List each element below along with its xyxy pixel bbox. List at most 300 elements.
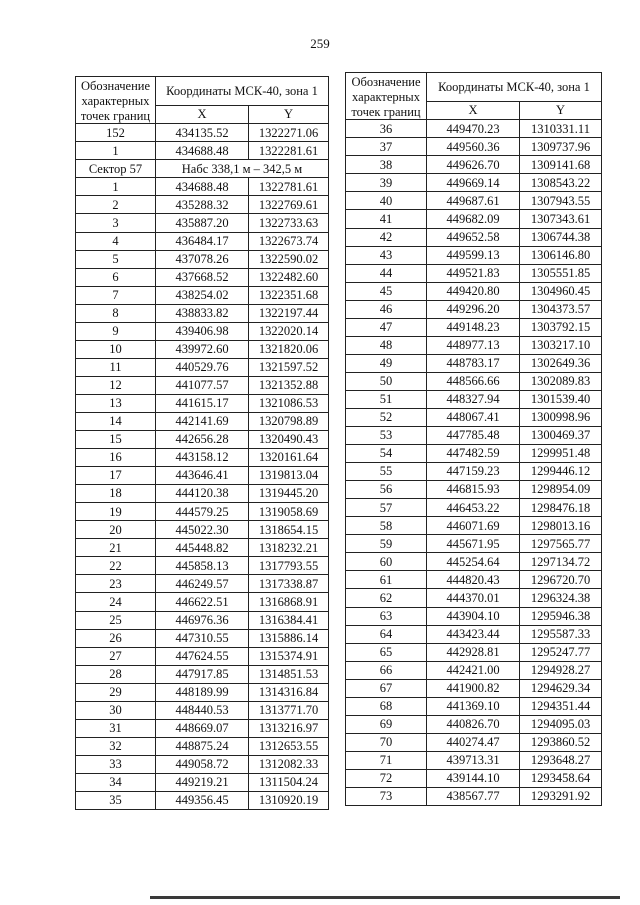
x-coordinate: 448977.13 (427, 336, 520, 354)
point-number: 29 (76, 683, 156, 701)
point-number: 17 (76, 467, 156, 485)
point-number: 44 (346, 264, 427, 282)
point-number: 57 (346, 499, 427, 517)
point-number: 7 (76, 286, 156, 304)
point-number: 65 (346, 643, 427, 661)
y-coordinate: 1303217.10 (520, 336, 602, 354)
table-row (76, 178, 329, 196)
y-coordinate: 1322673.74 (249, 232, 329, 250)
table-row (346, 697, 602, 715)
table-row (76, 196, 329, 214)
y-coordinate: 1298476.18 (520, 499, 602, 517)
point-number: 59 (346, 535, 427, 553)
table-row (76, 286, 329, 304)
table-row (346, 571, 602, 589)
y-coordinate: 1321086.53 (249, 394, 329, 412)
x-coordinate: 447785.48 (427, 427, 520, 445)
y-coordinate: 1322197.44 (249, 304, 329, 322)
point-number: 34 (76, 773, 156, 791)
table-row (76, 557, 329, 575)
y-coordinate: 1307943.55 (520, 192, 602, 210)
point-number: 152 (76, 124, 156, 142)
x-coordinate: 449420.80 (427, 282, 520, 300)
header-designation: Обозначение характерных точек границ (346, 73, 427, 120)
y-coordinate: 1322733.63 (249, 214, 329, 232)
point-number: 33 (76, 755, 156, 773)
x-coordinate: 434688.48 (156, 142, 249, 160)
y-coordinate: 1322351.68 (249, 286, 329, 304)
y-coordinate: 1303792.15 (520, 318, 602, 336)
x-coordinate: 446249.57 (156, 575, 249, 593)
point-number: 5 (76, 250, 156, 268)
y-coordinate: 1299446.12 (520, 463, 602, 481)
y-coordinate: 1316868.91 (249, 593, 329, 611)
y-coordinate: 1319813.04 (249, 467, 329, 485)
point-number: 67 (346, 679, 427, 697)
point-number: 8 (76, 304, 156, 322)
y-coordinate: 1294928.27 (520, 661, 602, 679)
y-coordinate: 1322781.61 (249, 178, 329, 196)
table-row (346, 643, 602, 661)
x-coordinate: 447310.55 (156, 629, 249, 647)
point-number: 1 (76, 142, 156, 160)
y-coordinate: 1294351.44 (520, 697, 602, 715)
x-coordinate: 447917.85 (156, 665, 249, 683)
point-number: 71 (346, 751, 427, 769)
x-coordinate: 435288.32 (156, 196, 249, 214)
table-row (346, 661, 602, 679)
table-row (76, 467, 329, 485)
table-row (76, 485, 329, 503)
table-row (346, 409, 602, 427)
table-row (76, 719, 329, 737)
header-y: Y (249, 106, 329, 124)
point-number: 36 (346, 120, 427, 138)
point-number: 24 (76, 593, 156, 611)
x-coordinate: 442656.28 (156, 431, 249, 449)
x-coordinate: 442141.69 (156, 413, 249, 431)
point-number: 18 (76, 485, 156, 503)
y-coordinate: 1295587.33 (520, 625, 602, 643)
point-number: 48 (346, 336, 427, 354)
y-coordinate: 1322020.14 (249, 322, 329, 340)
header-coordinate-system: Координаты МСК-40, зона 1 (427, 73, 602, 102)
point-number: 64 (346, 625, 427, 643)
point-number: 14 (76, 413, 156, 431)
y-coordinate: 1312082.33 (249, 755, 329, 773)
y-coordinate: 1307343.61 (520, 210, 602, 228)
table-row (76, 304, 329, 322)
y-coordinate: 1293291.92 (520, 787, 602, 805)
table-row (346, 751, 602, 769)
table-row (346, 300, 602, 318)
table-row (346, 481, 602, 499)
y-coordinate: 1310331.11 (520, 120, 602, 138)
table-row (346, 715, 602, 733)
y-coordinate: 1316384.41 (249, 611, 329, 629)
y-coordinate: 1320490.43 (249, 431, 329, 449)
x-coordinate: 439972.60 (156, 340, 249, 358)
x-coordinate: 440274.47 (427, 733, 520, 751)
y-coordinate: 1306744.38 (520, 228, 602, 246)
point-number: 55 (346, 463, 427, 481)
table-row (346, 228, 602, 246)
y-coordinate: 1302089.83 (520, 372, 602, 390)
x-coordinate: 441077.57 (156, 376, 249, 394)
table-row (346, 156, 602, 174)
table-row (346, 318, 602, 336)
table-row (76, 647, 329, 665)
point-number: 40 (346, 192, 427, 210)
point-number: 4 (76, 232, 156, 250)
y-coordinate: 1321352.88 (249, 376, 329, 394)
table-row (346, 733, 602, 751)
sector-label: Сектор 57 (76, 160, 156, 178)
x-coordinate: 445448.82 (156, 539, 249, 557)
x-coordinate: 437078.26 (156, 250, 249, 268)
x-coordinate: 443646.41 (156, 467, 249, 485)
x-coordinate: 437668.52 (156, 268, 249, 286)
point-number: 11 (76, 358, 156, 376)
y-coordinate: 1306146.80 (520, 246, 602, 264)
y-coordinate: 1294095.03 (520, 715, 602, 733)
point-number: 35 (76, 791, 156, 809)
table-row (346, 625, 602, 643)
x-coordinate: 448327.94 (427, 390, 520, 408)
table-row (346, 499, 602, 517)
table-header-row (346, 73, 602, 102)
x-coordinate: 449626.70 (427, 156, 520, 174)
y-coordinate: 1293458.64 (520, 769, 602, 787)
point-number: 2 (76, 196, 156, 214)
point-number: 13 (76, 394, 156, 412)
x-coordinate: 439713.31 (427, 751, 520, 769)
point-number: 37 (346, 138, 427, 156)
y-coordinate: 1299951.48 (520, 445, 602, 463)
table-row (76, 593, 329, 611)
sector-row (76, 160, 329, 178)
y-coordinate: 1322769.61 (249, 196, 329, 214)
header-x: X (427, 102, 520, 120)
sector-note: Набс 338,1 м – 342,5 м (156, 160, 329, 178)
point-number: 56 (346, 481, 427, 499)
point-number: 41 (346, 210, 427, 228)
x-coordinate: 449470.23 (427, 120, 520, 138)
table-row (346, 607, 602, 625)
table-row (346, 336, 602, 354)
x-coordinate: 449669.14 (427, 174, 520, 192)
point-number: 27 (76, 647, 156, 665)
point-number: 32 (76, 737, 156, 755)
y-coordinate: 1301539.40 (520, 390, 602, 408)
point-number: 68 (346, 697, 427, 715)
table-row (346, 390, 602, 408)
x-coordinate: 446815.93 (427, 481, 520, 499)
table-row (76, 358, 329, 376)
point-number: 73 (346, 787, 427, 805)
y-coordinate: 1300469.37 (520, 427, 602, 445)
table-row (346, 445, 602, 463)
x-coordinate: 434688.48 (156, 178, 249, 196)
x-coordinate: 448189.99 (156, 683, 249, 701)
table-row (346, 535, 602, 553)
point-number: 6 (76, 268, 156, 286)
y-coordinate: 1308543.22 (520, 174, 602, 192)
table-row (346, 679, 602, 697)
x-coordinate: 438833.82 (156, 304, 249, 322)
point-number: 66 (346, 661, 427, 679)
point-number: 62 (346, 589, 427, 607)
y-coordinate: 1317793.55 (249, 557, 329, 575)
y-coordinate: 1300998.96 (520, 409, 602, 427)
point-number: 23 (76, 575, 156, 593)
x-coordinate: 445671.95 (427, 535, 520, 553)
x-coordinate: 448783.17 (427, 354, 520, 372)
x-coordinate: 443158.12 (156, 449, 249, 467)
x-coordinate: 449058.72 (156, 755, 249, 773)
table-row (346, 138, 602, 156)
table-row (346, 769, 602, 787)
x-coordinate: 449148.23 (427, 318, 520, 336)
table-row (76, 142, 329, 160)
x-coordinate: 445022.30 (156, 521, 249, 539)
point-number: 54 (346, 445, 427, 463)
point-number: 70 (346, 733, 427, 751)
y-coordinate: 1321597.52 (249, 358, 329, 376)
table-row (76, 431, 329, 449)
table-header-row (76, 77, 329, 106)
table-row (346, 463, 602, 481)
coordinates-table-right (345, 72, 602, 806)
x-coordinate: 449296.20 (427, 300, 520, 318)
point-number: 49 (346, 354, 427, 372)
point-number: 63 (346, 607, 427, 625)
y-coordinate: 1298954.09 (520, 481, 602, 499)
table-row (76, 629, 329, 647)
point-number: 19 (76, 503, 156, 521)
point-number: 39 (346, 174, 427, 192)
x-coordinate: 449356.45 (156, 791, 249, 809)
y-coordinate: 1320798.89 (249, 413, 329, 431)
table-row (346, 427, 602, 445)
x-coordinate: 445254.64 (427, 553, 520, 571)
point-number: 42 (346, 228, 427, 246)
table-row (346, 120, 602, 138)
y-coordinate: 1312653.55 (249, 737, 329, 755)
y-coordinate: 1322482.60 (249, 268, 329, 286)
point-number: 26 (76, 629, 156, 647)
y-coordinate: 1321820.06 (249, 340, 329, 358)
y-coordinate: 1322590.02 (249, 250, 329, 268)
x-coordinate: 438254.02 (156, 286, 249, 304)
x-coordinate: 440826.70 (427, 715, 520, 733)
table-row (346, 553, 602, 571)
point-number: 22 (76, 557, 156, 575)
table-row (76, 449, 329, 467)
point-number: 30 (76, 701, 156, 719)
point-number: 25 (76, 611, 156, 629)
x-coordinate: 440529.76 (156, 358, 249, 376)
y-coordinate: 1309737.96 (520, 138, 602, 156)
point-number: 43 (346, 246, 427, 264)
y-coordinate: 1297565.77 (520, 535, 602, 553)
table-row (76, 539, 329, 557)
x-coordinate: 441900.82 (427, 679, 520, 697)
point-number: 45 (346, 282, 427, 300)
table-row (76, 413, 329, 431)
y-coordinate: 1302649.36 (520, 354, 602, 372)
y-coordinate: 1314316.84 (249, 683, 329, 701)
point-number: 52 (346, 409, 427, 427)
y-coordinate: 1314851.53 (249, 665, 329, 683)
x-coordinate: 442421.00 (427, 661, 520, 679)
table-row (76, 755, 329, 773)
header-y: Y (520, 102, 602, 120)
y-coordinate: 1319445.20 (249, 485, 329, 503)
table-row (346, 282, 602, 300)
point-number: 51 (346, 390, 427, 408)
table-row (76, 737, 329, 755)
table-row (76, 232, 329, 250)
point-number: 61 (346, 571, 427, 589)
y-coordinate: 1296720.70 (520, 571, 602, 589)
table-row (346, 517, 602, 535)
table-row (76, 665, 329, 683)
point-number: 60 (346, 553, 427, 571)
x-coordinate: 438567.77 (427, 787, 520, 805)
point-number: 12 (76, 376, 156, 394)
table-row (76, 340, 329, 358)
y-coordinate: 1315886.14 (249, 629, 329, 647)
y-coordinate: 1304960.45 (520, 282, 602, 300)
y-coordinate: 1295946.38 (520, 607, 602, 625)
table-row (76, 503, 329, 521)
y-coordinate: 1320161.64 (249, 449, 329, 467)
y-coordinate: 1297134.72 (520, 553, 602, 571)
x-coordinate: 447624.55 (156, 647, 249, 665)
x-coordinate: 436484.17 (156, 232, 249, 250)
x-coordinate: 444820.43 (427, 571, 520, 589)
x-coordinate: 449560.36 (427, 138, 520, 156)
point-number: 9 (76, 322, 156, 340)
x-coordinate: 443423.44 (427, 625, 520, 643)
point-number: 1 (76, 178, 156, 196)
y-coordinate: 1313216.97 (249, 719, 329, 737)
x-coordinate: 449682.09 (427, 210, 520, 228)
x-coordinate: 441369.10 (427, 697, 520, 715)
y-coordinate: 1309141.68 (520, 156, 602, 174)
table-row (76, 575, 329, 593)
y-coordinate: 1295247.77 (520, 643, 602, 661)
table-row (346, 264, 602, 282)
table-row (76, 611, 329, 629)
x-coordinate: 444579.25 (156, 503, 249, 521)
x-coordinate: 446071.69 (427, 517, 520, 535)
table-row (346, 174, 602, 192)
x-coordinate: 446622.51 (156, 593, 249, 611)
page-bottom-edge (150, 896, 620, 899)
y-coordinate: 1318654.15 (249, 521, 329, 539)
table-row (76, 521, 329, 539)
x-coordinate: 449521.83 (427, 264, 520, 282)
x-coordinate: 449687.61 (427, 192, 520, 210)
x-coordinate: 442928.81 (427, 643, 520, 661)
table-row (76, 214, 329, 232)
coordinates-table-left (75, 76, 329, 810)
point-number: 47 (346, 318, 427, 336)
point-number: 58 (346, 517, 427, 535)
table-row (346, 372, 602, 390)
x-coordinate: 448875.24 (156, 737, 249, 755)
point-number: 50 (346, 372, 427, 390)
point-number: 72 (346, 769, 427, 787)
table-row (76, 250, 329, 268)
x-coordinate: 444120.38 (156, 485, 249, 503)
point-number: 38 (346, 156, 427, 174)
point-number: 28 (76, 665, 156, 683)
point-number: 46 (346, 300, 427, 318)
table-row (76, 701, 329, 719)
point-number: 69 (346, 715, 427, 733)
x-coordinate: 435887.20 (156, 214, 249, 232)
y-coordinate: 1315374.91 (249, 647, 329, 665)
x-coordinate: 449599.13 (427, 246, 520, 264)
y-coordinate: 1294629.34 (520, 679, 602, 697)
x-coordinate: 448669.07 (156, 719, 249, 737)
point-number: 20 (76, 521, 156, 539)
x-coordinate: 447482.59 (427, 445, 520, 463)
table-row (76, 683, 329, 701)
x-coordinate: 446976.36 (156, 611, 249, 629)
table-row (76, 268, 329, 286)
y-coordinate: 1293860.52 (520, 733, 602, 751)
table-row (346, 354, 602, 372)
table-row (76, 791, 329, 809)
point-number: 15 (76, 431, 156, 449)
x-coordinate: 443904.10 (427, 607, 520, 625)
point-number: 10 (76, 340, 156, 358)
x-coordinate: 441615.17 (156, 394, 249, 412)
x-coordinate: 439406.98 (156, 322, 249, 340)
table-row (76, 773, 329, 791)
x-coordinate: 434135.52 (156, 124, 249, 142)
x-coordinate: 449219.21 (156, 773, 249, 791)
y-coordinate: 1296324.38 (520, 589, 602, 607)
table-row (76, 394, 329, 412)
point-number: 31 (76, 719, 156, 737)
x-coordinate: 448067.41 (427, 409, 520, 427)
y-coordinate: 1298013.16 (520, 517, 602, 535)
x-coordinate: 439144.10 (427, 769, 520, 787)
x-coordinate: 449652.58 (427, 228, 520, 246)
y-coordinate: 1293648.27 (520, 751, 602, 769)
y-coordinate: 1304373.57 (520, 300, 602, 318)
table-row (76, 376, 329, 394)
x-coordinate: 445858.13 (156, 557, 249, 575)
point-number: 16 (76, 449, 156, 467)
y-coordinate: 1310920.19 (249, 791, 329, 809)
table-row (346, 246, 602, 264)
x-coordinate: 444370.01 (427, 589, 520, 607)
x-coordinate: 448440.53 (156, 701, 249, 719)
y-coordinate: 1322271.06 (249, 124, 329, 142)
table-row (76, 322, 329, 340)
table-row (346, 589, 602, 607)
header-designation: Обозначение характерных точек границ (76, 77, 156, 124)
x-coordinate: 448566.66 (427, 372, 520, 390)
point-number: 3 (76, 214, 156, 232)
header-coordinate-system: Координаты МСК-40, зона 1 (156, 77, 329, 106)
